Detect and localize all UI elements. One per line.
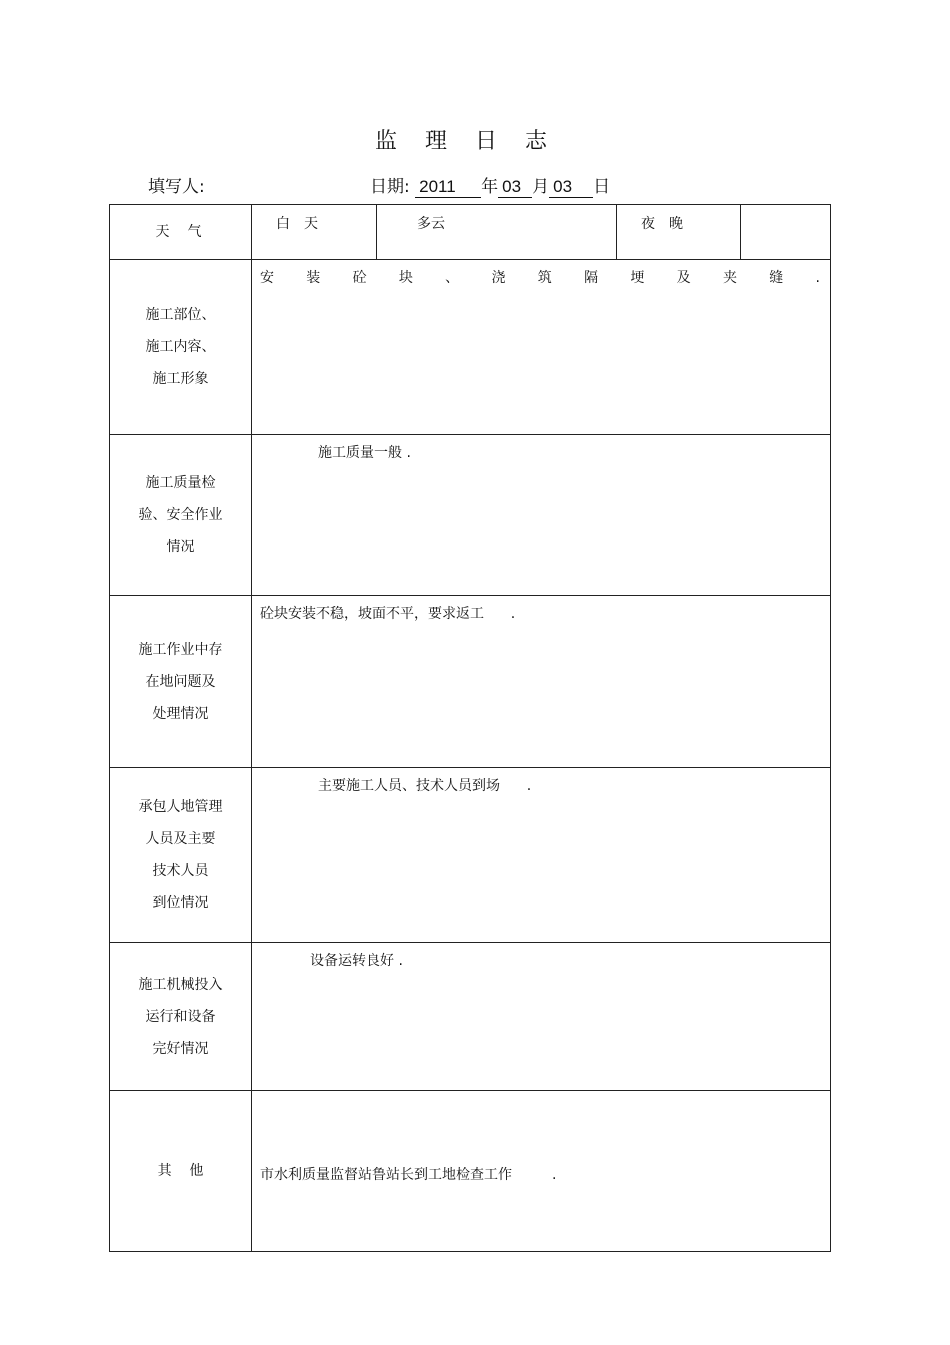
section-row-issues	[110, 596, 831, 768]
section-content-issues: 砼块安装不稳，坡面不平，要求返工 .	[252, 596, 831, 768]
log-table	[109, 204, 831, 1252]
daytime-label: 白天	[252, 205, 377, 260]
date-year-unit: 年	[481, 177, 499, 197]
section-row-personnel	[110, 768, 831, 943]
page-title: 监理日志	[374, 129, 575, 154]
section-label-other: 其 他	[110, 1091, 252, 1252]
section-row-equipment	[110, 943, 831, 1091]
section-content-construction: 安装砼块、浇筑隔埂及夹缝.	[252, 260, 831, 435]
section-row-other	[110, 1091, 831, 1252]
section-content-equipment: 设备运转良好 .	[252, 943, 831, 1091]
date-month: 03	[498, 177, 532, 198]
date-year: 2011	[415, 177, 481, 198]
filler-label: 填写人:	[148, 177, 205, 197]
section-content-quality: 施工质量一般 .	[252, 435, 831, 596]
night-label: 夜晚	[617, 205, 741, 260]
section-label-equipment: 施工机械投入 运行和设备 完好情况	[110, 943, 252, 1091]
section-label-quality: 施工质量检 验、安全作业 情况	[110, 435, 252, 596]
night-weather-value	[741, 205, 831, 260]
date-line	[370, 172, 610, 198]
section-label-construction: 施工部位、 施工内容、 施工形象	[110, 260, 252, 435]
section-content-other: 市水利质量监督站鲁站长到工地检查工作 .	[252, 1091, 831, 1252]
daytime-weather-value: 多云	[377, 205, 617, 260]
weather-row	[110, 205, 831, 260]
date-label: 日期:	[370, 177, 410, 197]
date-day: 03	[549, 177, 593, 198]
section-label-issues: 施工作业中存 在地问题及 处理情况	[110, 596, 252, 768]
section-label-personnel: 承包人地管理 人员及主要 技术人员 到位情况	[110, 768, 252, 943]
date-day-unit: 日	[593, 177, 611, 197]
section-content-personnel: 主要施工人员、技术人员到场 .	[252, 768, 831, 943]
section-row-construction	[110, 260, 831, 435]
section-row-quality	[110, 435, 831, 596]
weather-label: 天气	[110, 205, 252, 260]
date-month-unit: 月	[532, 177, 550, 197]
